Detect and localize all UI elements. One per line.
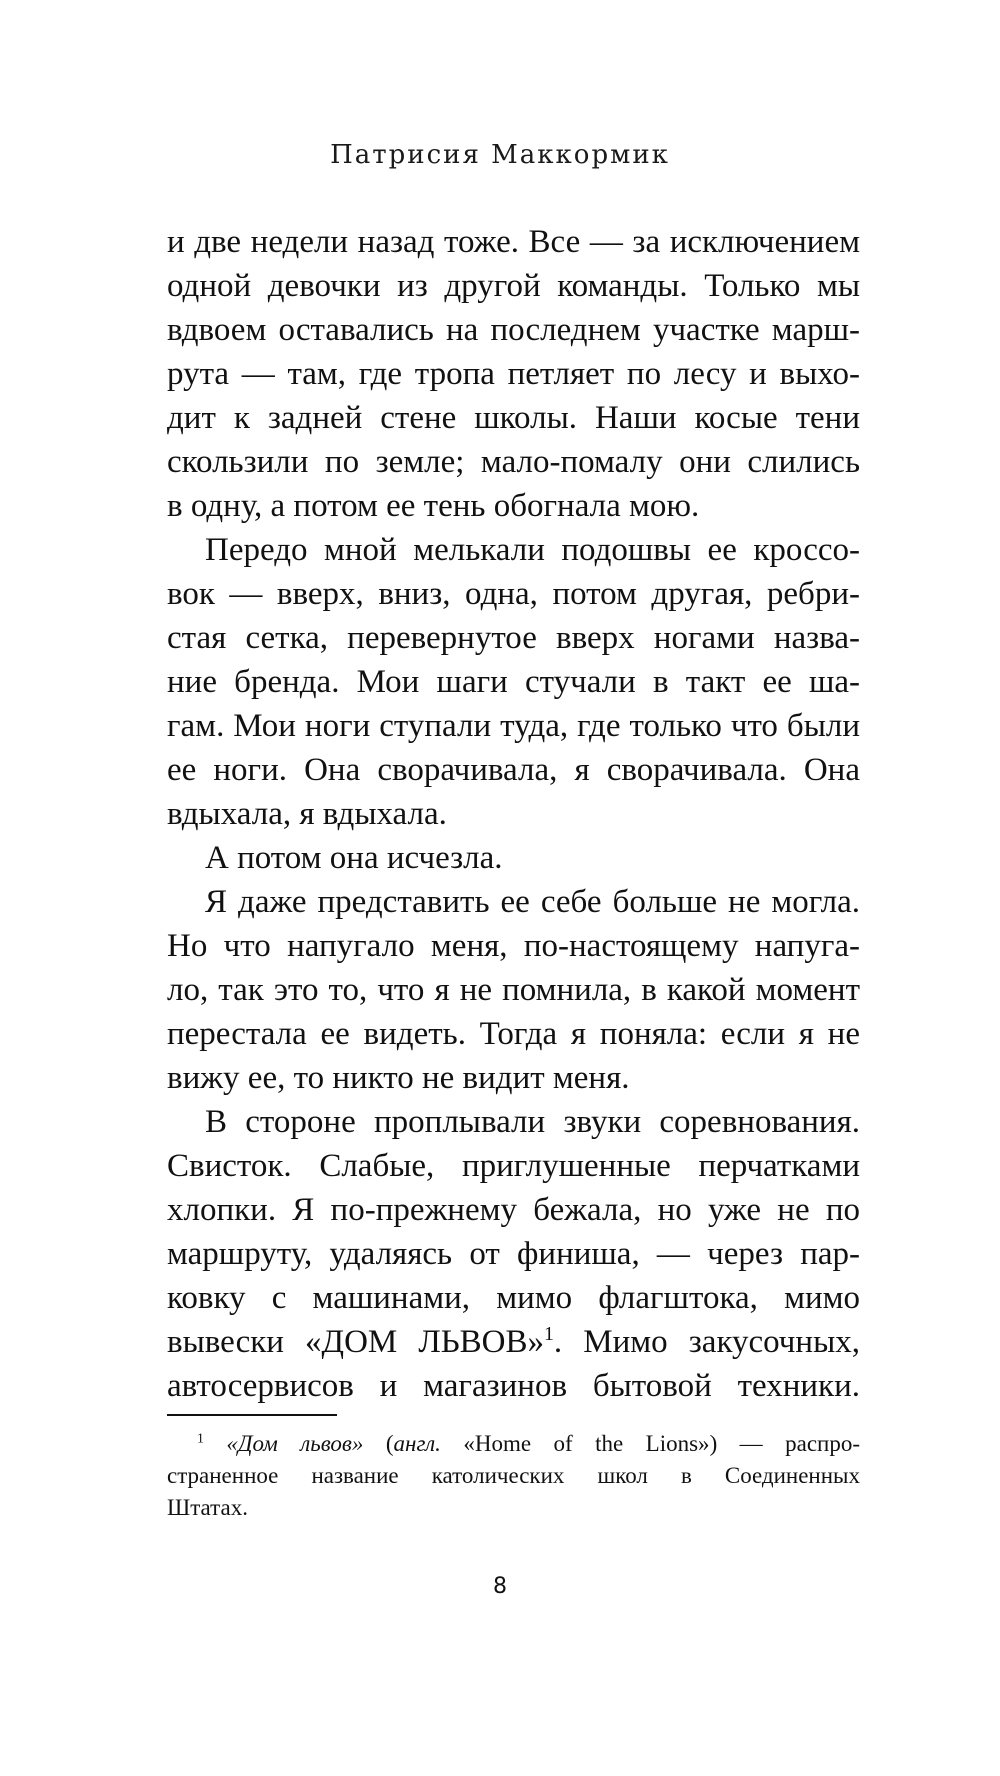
body-line: ковку с машинами, мимо флагштока, мимо: [167, 1280, 860, 1316]
footnote-line: Штатах.: [167, 1495, 248, 1520]
body-line: Свисток. Слабые, приглушенные перчатками: [167, 1148, 860, 1184]
body-line: дит к задней стене школы. Наши косые тени: [167, 400, 860, 436]
body-line: А потом она исчезла.: [205, 840, 503, 876]
body-line: перестала ее видеть. Тогда я поняла: если я не: [167, 1016, 860, 1052]
body-line: гам. Мои ноги ступали туда, где только что были: [167, 708, 860, 744]
body-line: ее ноги. Она сворачивала, я сворачивала. Она: [167, 752, 860, 788]
body-line: стая сетка, перевернутое вверх ногами назва-: [167, 620, 860, 656]
running-header-author: Патрисия Маккормик: [330, 140, 670, 170]
body-line: вдыхала, я вдыхала.: [167, 796, 447, 832]
footnote-lang: англ.: [393, 1431, 441, 1456]
body-line: и две недели назад тоже. Все — за исключением: [167, 224, 860, 260]
body-line: В стороне проплывали звуки соревнования.: [205, 1104, 860, 1140]
footnote-line: [167, 1428, 860, 1460]
body-line: вок — вверх, вниз, одна, потом другая, ребри-: [167, 576, 860, 612]
footnote-separator: [167, 1414, 337, 1416]
body-line: одной девочки из другой команды. Только мы: [167, 268, 860, 304]
footnote-reference[interactable]: 1: [544, 1323, 554, 1345]
body-line: автосервисов и магазинов бытовой техники.: [167, 1368, 860, 1404]
body-line: вдвоем оставались на последнем участке марш-: [167, 312, 860, 348]
body-line: вижу ее, то никто не видит меня.: [167, 1060, 630, 1096]
page-number: 8: [493, 1574, 507, 1599]
body-line: скользили по земле; мало-помалу они слились: [167, 444, 860, 480]
body-line: хлопки. Я по-прежнему бежала, но уже не по: [167, 1192, 860, 1228]
footnote-text: ) — распро-: [709, 1431, 861, 1456]
footnote-english: «Home of the Lions»: [463, 1431, 710, 1456]
footnote-line: страненное название католических школ в Соединенных: [167, 1463, 860, 1488]
body-line: ло, так это то, что я не помнила, в какой момент: [167, 972, 860, 1008]
body-line: ние бренда. Мои шаги стучали в такт ее ша-: [167, 664, 860, 700]
footnote-term: «Дом львов»: [226, 1431, 364, 1456]
body-line: Но что напугало меня, по-настоящему напуга-: [167, 928, 860, 964]
body-line: рута — там, где тропа петляет по лесу и выхо-: [167, 356, 860, 392]
body-line-text: . Мимо закусочных,: [553, 1324, 860, 1360]
body-line: в одну, а потом ее тень обогнала мою.: [167, 488, 700, 524]
body-line-with-footnote-ref: [167, 1320, 860, 1364]
body-line: Я даже представить ее себе больше не могла.: [205, 884, 860, 920]
body-line: маршруту, удаляясь от финиша, — через пар-: [167, 1236, 860, 1272]
body-line: Передо мной мелькали подошвы ее кроссо-: [205, 532, 860, 568]
footnote-paren: (: [385, 1431, 394, 1456]
body-line-text: вывески «ДОМ ЛЬВОВ»: [167, 1324, 545, 1360]
footnote-marker: 1: [197, 1430, 204, 1446]
